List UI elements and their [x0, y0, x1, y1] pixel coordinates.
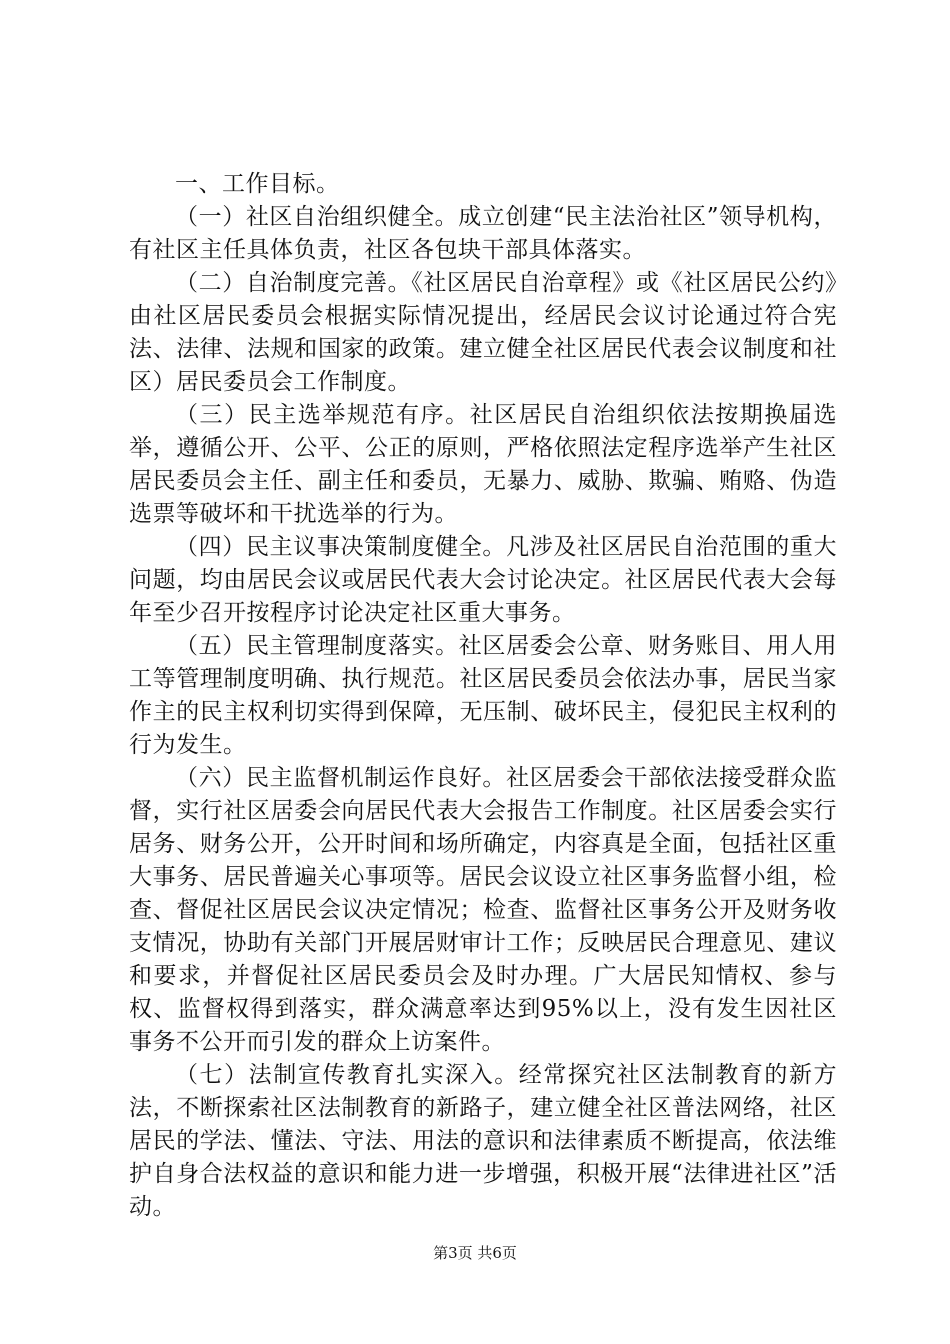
- paragraph-3: （三）民主选举规范有序。社区居民自治组织依法按期换届选举，遵循公开、公平、公正的原则，严格依照法定程序选举产生社区居民委员会主任、副主任和委员，无暴力、威胁、欺骗、贿赂、伪造选票等破坏和干扰选举的行为。: [129, 402, 837, 527]
- paragraph-6: （六）民主监督机制运作良好。社区居委会干部依法接受群众监督，实行社区居委会向居民代表大会报告工作制度。社区居委会实行居务、财务公开，公开时间和场所确定，内容真是全面，包括社区重大事务、居民普遍关心事项等。居民会议设立社区事务监督小组，检查、督促社区居民会议决定情况；检查、监督社区事务公开及财务收支情况，协助有关部门开展居财审计工作；反映居民合理意见、建议和要求，并督促社区居民委员会及时办理。广大居民知情权、参与权、监督权得到落实，群众满意率达到95%以上，没有发生因社区事务不公开而引发的群众上访案件。: [129, 765, 837, 1055]
- paragraph-7: （七）法制宣传教育扎实深入。经常探究社区法制教育的新方法，不断探索社区法制教育的新路子，建立健全社区普法网络，社区居民的学法、懂法、守法、用法的意识和法律素质不断提高，依法维护自身合法权益的意识和能力进一步增强，积极开展“法律进社区”活动。: [129, 1062, 837, 1220]
- paragraph-4: （四）民主议事决策制度健全。凡涉及社区居民自治范围的重大问题，均由居民会议或居民代表大会讨论决定。社区居民代表大会每年至少召开按程序讨论决定社区重大事务。: [129, 534, 837, 626]
- page-footer: 第3页 共6页: [433, 1244, 517, 1262]
- paragraph-2: （二）自治制度完善。《社区居民自治章程》或《社区居民公约》由社区居民委员会根据实际情况提出，经居民会议讨论通过符合宪法、法律、法规和国家的政策。建立健全社区居民代表会议制度和社区）居民委员会工作制度。: [129, 270, 837, 395]
- section-heading: 一、工作目标。: [175, 171, 340, 197]
- paragraph-5: （五）民主管理制度落实。社区居委会公章、财务账目、用人用工等管理制度明确、执行规范。社区居民委员会依法办事，居民当家作主的民主权利切实得到保障，无压制、破坏民主，侵犯民主权利的行为发生。: [129, 633, 837, 758]
- document-body: [129, 168, 837, 1224]
- paragraph-1: （一）社区自治组织健全。成立创建“民主法治社区”领导机构，有社区主任具体负责，社区各包块干部具体落实。: [129, 204, 837, 263]
